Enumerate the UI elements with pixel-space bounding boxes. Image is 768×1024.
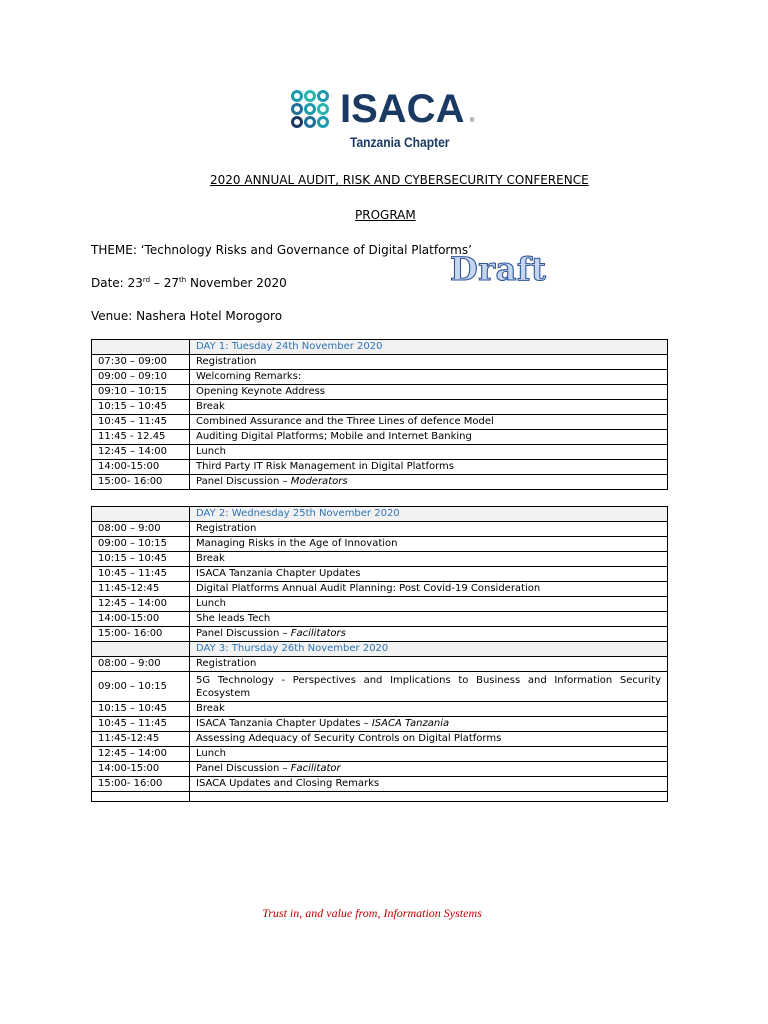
session-title-text: Registration [196,523,257,534]
session-title [190,370,668,385]
session-title-text: Break [196,703,225,714]
empty-row [92,792,668,802]
schedule-row [92,522,668,537]
date-end: 27 [163,276,179,290]
date-start: 23 [127,276,143,290]
date-line [91,276,287,290]
session-title [190,762,668,777]
session-title-text: Welcoming Remarks: [196,371,302,382]
logo-trademark: ® [470,118,475,124]
session-title-text: Combined Assurance and the Three Lines of defence Model [196,416,494,427]
session-time: 12:45 – 14:00 [92,597,190,612]
session-facilitator: ISACA Tanzania [371,718,450,729]
schedule-row [92,582,668,597]
session-title [190,567,668,582]
draft-watermark: Draft [450,250,547,288]
session-time: 12:45 – 14:00 [92,747,190,762]
session-time: 09:00 – 10:15 [92,672,190,702]
schedule-row [92,657,668,672]
session-title [190,612,668,627]
theme-value: ‘Technology Risks and Governance of Digital Platforms’ [136,243,472,257]
session-title-text: Panel Discussion – [196,763,291,774]
session-time: 09:10 – 10:15 [92,385,190,400]
schedule-row [92,385,668,400]
date-end-suffix: th [178,276,187,284]
session-title-text: Third Party IT Risk Management in Digital Platforms [196,461,455,472]
session-time: 15:00- 16:00 [92,475,190,490]
footer-tagline: Trust in, and value from, Information Systems [262,906,482,920]
venue-line [91,309,282,323]
day1-heading-row [92,340,668,355]
day-heading-spacer [92,340,190,355]
session-time: 08:00 – 9:00 [92,657,190,672]
session-title [190,777,668,792]
session-time: 10:15 – 10:45 [92,400,190,415]
day-heading-spacer [92,507,190,522]
day3-heading-row [92,642,668,657]
theme-line [91,243,472,257]
session-title-text: Opening Keynote Address [196,386,326,397]
session-time: 14:00-15:00 [92,612,190,627]
schedule-row [92,430,668,445]
schedule-row [92,475,668,490]
schedule-row [92,460,668,475]
session-title [190,460,668,475]
schedule-row [92,400,668,415]
session-title [190,582,668,597]
session-time: 07:30 – 09:00 [92,355,190,370]
day3-heading: DAY 3: Thursday 26th November 2020 [190,642,668,657]
session-time: 10:45 – 11:45 [92,717,190,732]
isaca-logo-mark-icon [290,88,334,138]
schedule-row [92,627,668,642]
date-dash: – [150,276,164,290]
isaca-logo [290,84,490,154]
schedule-row [92,552,668,567]
theme-label: THEME: [91,243,137,257]
schedule-row [92,717,668,732]
day1-schedule-table [91,339,668,490]
empty-cell [92,792,190,802]
session-title [190,400,668,415]
session-title [190,657,668,672]
day1-heading: DAY 1: Tuesday 24th November 2020 [190,340,668,355]
program-heading: PROGRAM [355,208,416,222]
session-title-text: 5G Technology - Perspectives and Implications to Business and Information Security Ecosystem [196,674,661,699]
session-time: 15:00- 16:00 [92,777,190,792]
session-title [190,430,668,445]
day2-day3-schedule-table [91,506,668,802]
session-title [190,385,668,400]
session-title-text: ISACA Tanzania Chapter Updates – [196,718,372,729]
session-title [190,747,668,762]
session-title-text: Digital Platforms Annual Audit Planning: Post Covid-19 Consideration [196,583,541,594]
session-title [190,702,668,717]
date-start-suffix: rd [142,276,151,284]
day-heading-spacer [92,642,190,657]
session-title [190,355,668,370]
session-title-text: She leads Tech [196,613,271,624]
session-time: 10:15 – 10:45 [92,552,190,567]
session-title [190,732,668,747]
schedule-row [92,612,668,627]
session-title-text: Assessing Adequacy of Security Controls on Digital Platforms [196,733,502,744]
schedule-row [92,762,668,777]
conference-title: 2020 ANNUAL AUDIT, RISK AND CYBERSECURITY CONFERENCE [210,173,589,187]
venue-value: Nashera Hotel Morogoro [132,309,283,323]
session-facilitator: Moderators [290,476,348,487]
session-title-text: Panel Discussion – [196,628,291,639]
session-time: 12:45 – 14:00 [92,445,190,460]
session-facilitator: Facilitator [290,763,341,774]
session-time: 09:00 – 10:15 [92,537,190,552]
schedule-row [92,415,668,430]
session-title-text: Lunch [196,748,226,759]
session-time: 09:00 – 09:10 [92,370,190,385]
logo-wordmark: ISACA [340,87,465,131]
session-time: 10:15 – 10:45 [92,702,190,717]
session-title [190,552,668,567]
date-label: Date: [91,276,124,290]
session-title-text: Panel Discussion – [196,476,291,487]
session-title [190,627,668,642]
session-title [190,537,668,552]
schedule-row [92,702,668,717]
session-time: 14:00-15:00 [92,460,190,475]
schedule-row [92,355,668,370]
day2-heading-row [92,507,668,522]
session-time: 11:45-12:45 [92,582,190,597]
schedule-row [92,597,668,612]
session-time: 11:45-12:45 [92,732,190,747]
session-title-text: Break [196,553,225,564]
schedule-row [92,672,668,702]
date-rest: November 2020 [186,276,287,290]
session-time: 10:45 – 11:45 [92,567,190,582]
logo-subtitle: Tanzania Chapter [350,134,450,150]
schedule-row [92,370,668,385]
session-title-text: ISACA Tanzania Chapter Updates [196,568,361,579]
session-title [190,475,668,490]
session-title [190,717,668,732]
session-title-text: Auditing Digital Platforms; Mobile and Internet Banking [196,431,472,442]
session-time: 15:00- 16:00 [92,627,190,642]
schedule-row [92,777,668,792]
session-time: 10:45 – 11:45 [92,415,190,430]
schedule-row [92,732,668,747]
schedule-row [92,567,668,582]
session-title [190,445,668,460]
session-time: 14:00-15:00 [92,762,190,777]
session-title-text: Lunch [196,598,226,609]
schedule-row [92,537,668,552]
session-title-text: Lunch [196,446,226,457]
session-time: 11:45 - 12.45 [92,430,190,445]
session-title [190,597,668,612]
session-title-text: Registration [196,658,257,669]
schedule-row [92,445,668,460]
session-title [190,672,668,702]
session-title [190,415,668,430]
empty-cell [190,792,668,802]
schedule-row [92,747,668,762]
session-title-text: Registration [196,356,257,367]
session-title-text: Break [196,401,225,412]
session-facilitator: Facilitators [290,628,346,639]
session-title [190,522,668,537]
day2-heading: DAY 2: Wednesday 25th November 2020 [190,507,668,522]
session-title-text: Managing Risks in the Age of Innovation [196,538,398,549]
venue-label: Venue: [91,309,133,323]
session-title-text: ISACA Updates and Closing Remarks [196,778,380,789]
session-time: 08:00 – 9:00 [92,522,190,537]
